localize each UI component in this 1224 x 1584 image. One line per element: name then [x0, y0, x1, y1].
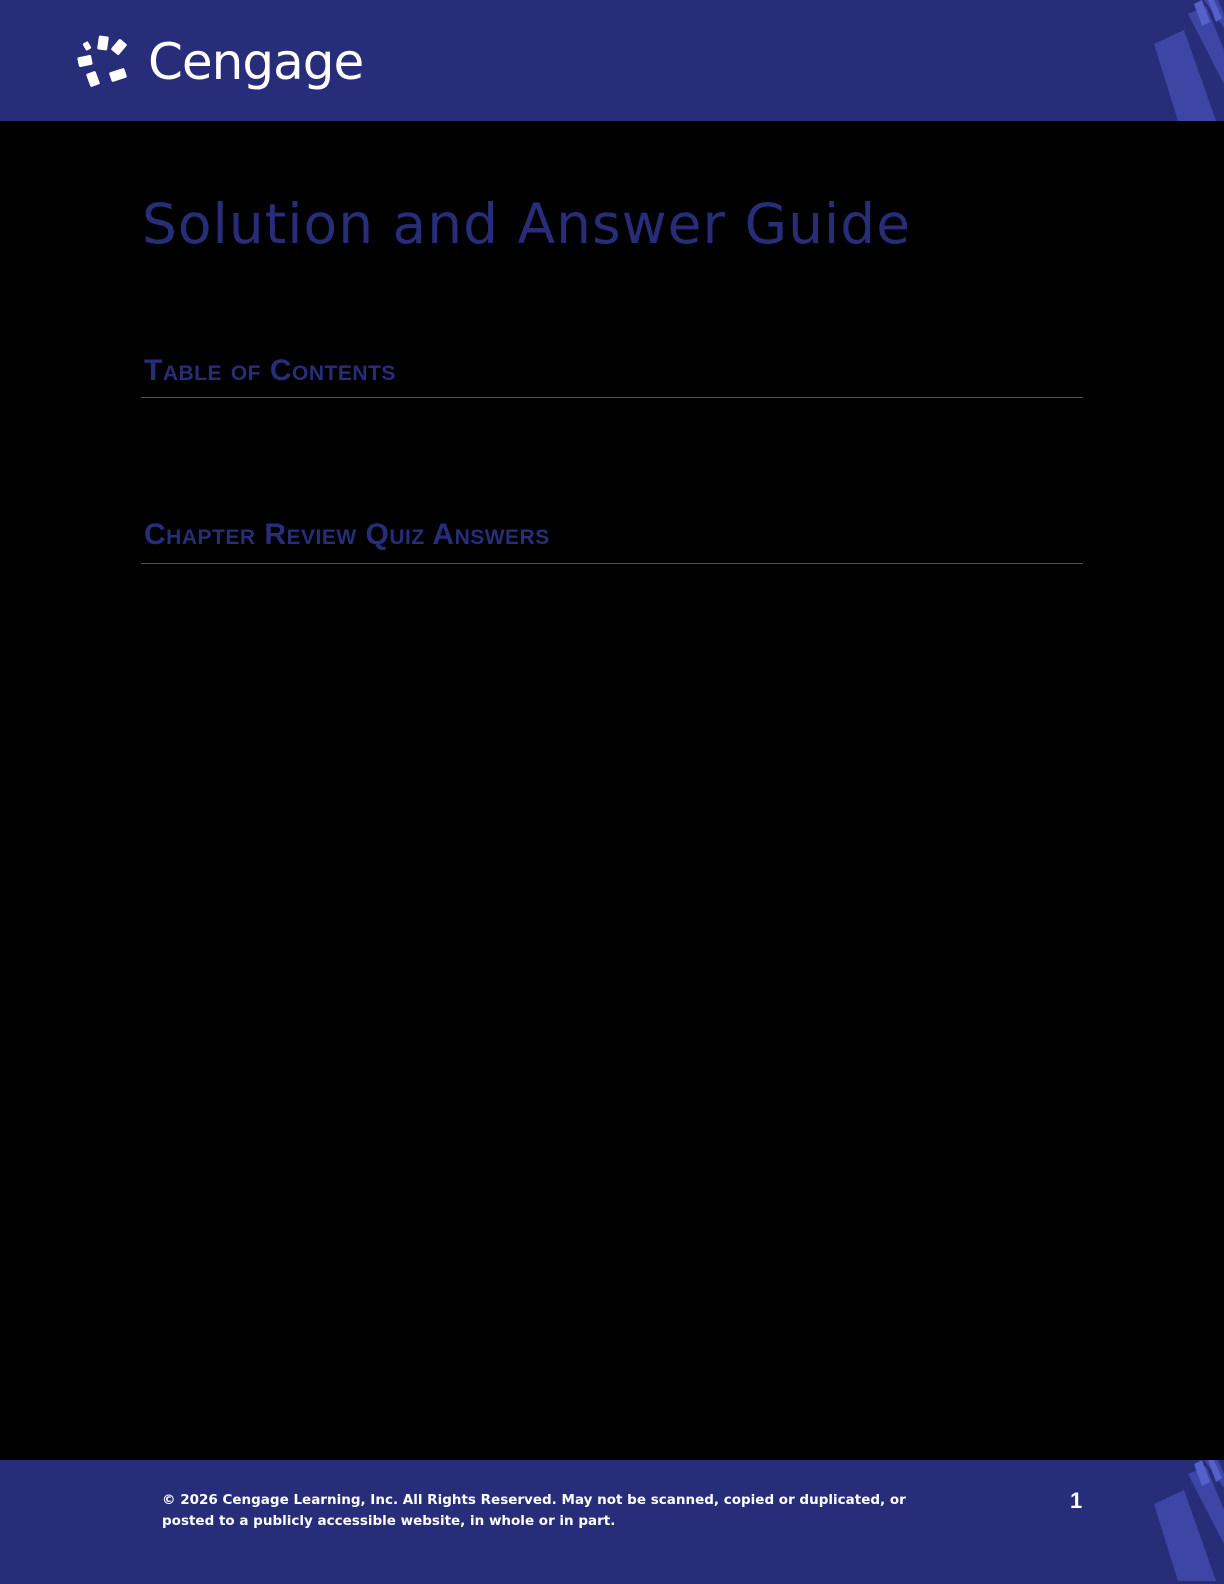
section-heading-chapter-review-quiz-answers: Chapter Review Quiz Answers	[144, 518, 550, 551]
copyright-notice: © 2026 Cengage Learning, Inc. All Rights Reserved. May not be scanned, copied or duplicated, or posted to a publicly accessible website, in whole or in part.	[162, 1492, 906, 1529]
cengage-logo	[74, 33, 363, 91]
corner-decoration-icon	[1144, 1460, 1224, 1581]
corner-decoration-icon	[1144, 0, 1224, 121]
logo-wordmark: Cengage	[148, 33, 364, 91]
section-divider	[141, 397, 1083, 398]
document-title: Solution and Answer Guide	[142, 192, 912, 256]
cengage-burst-icon	[74, 34, 136, 90]
section-heading-table-of-contents: Table of Contents	[144, 354, 396, 387]
page-footer	[0, 1460, 1224, 1584]
section-divider	[141, 563, 1083, 564]
page-number: 1	[1070, 1488, 1083, 1513]
page-header	[0, 0, 1224, 121]
